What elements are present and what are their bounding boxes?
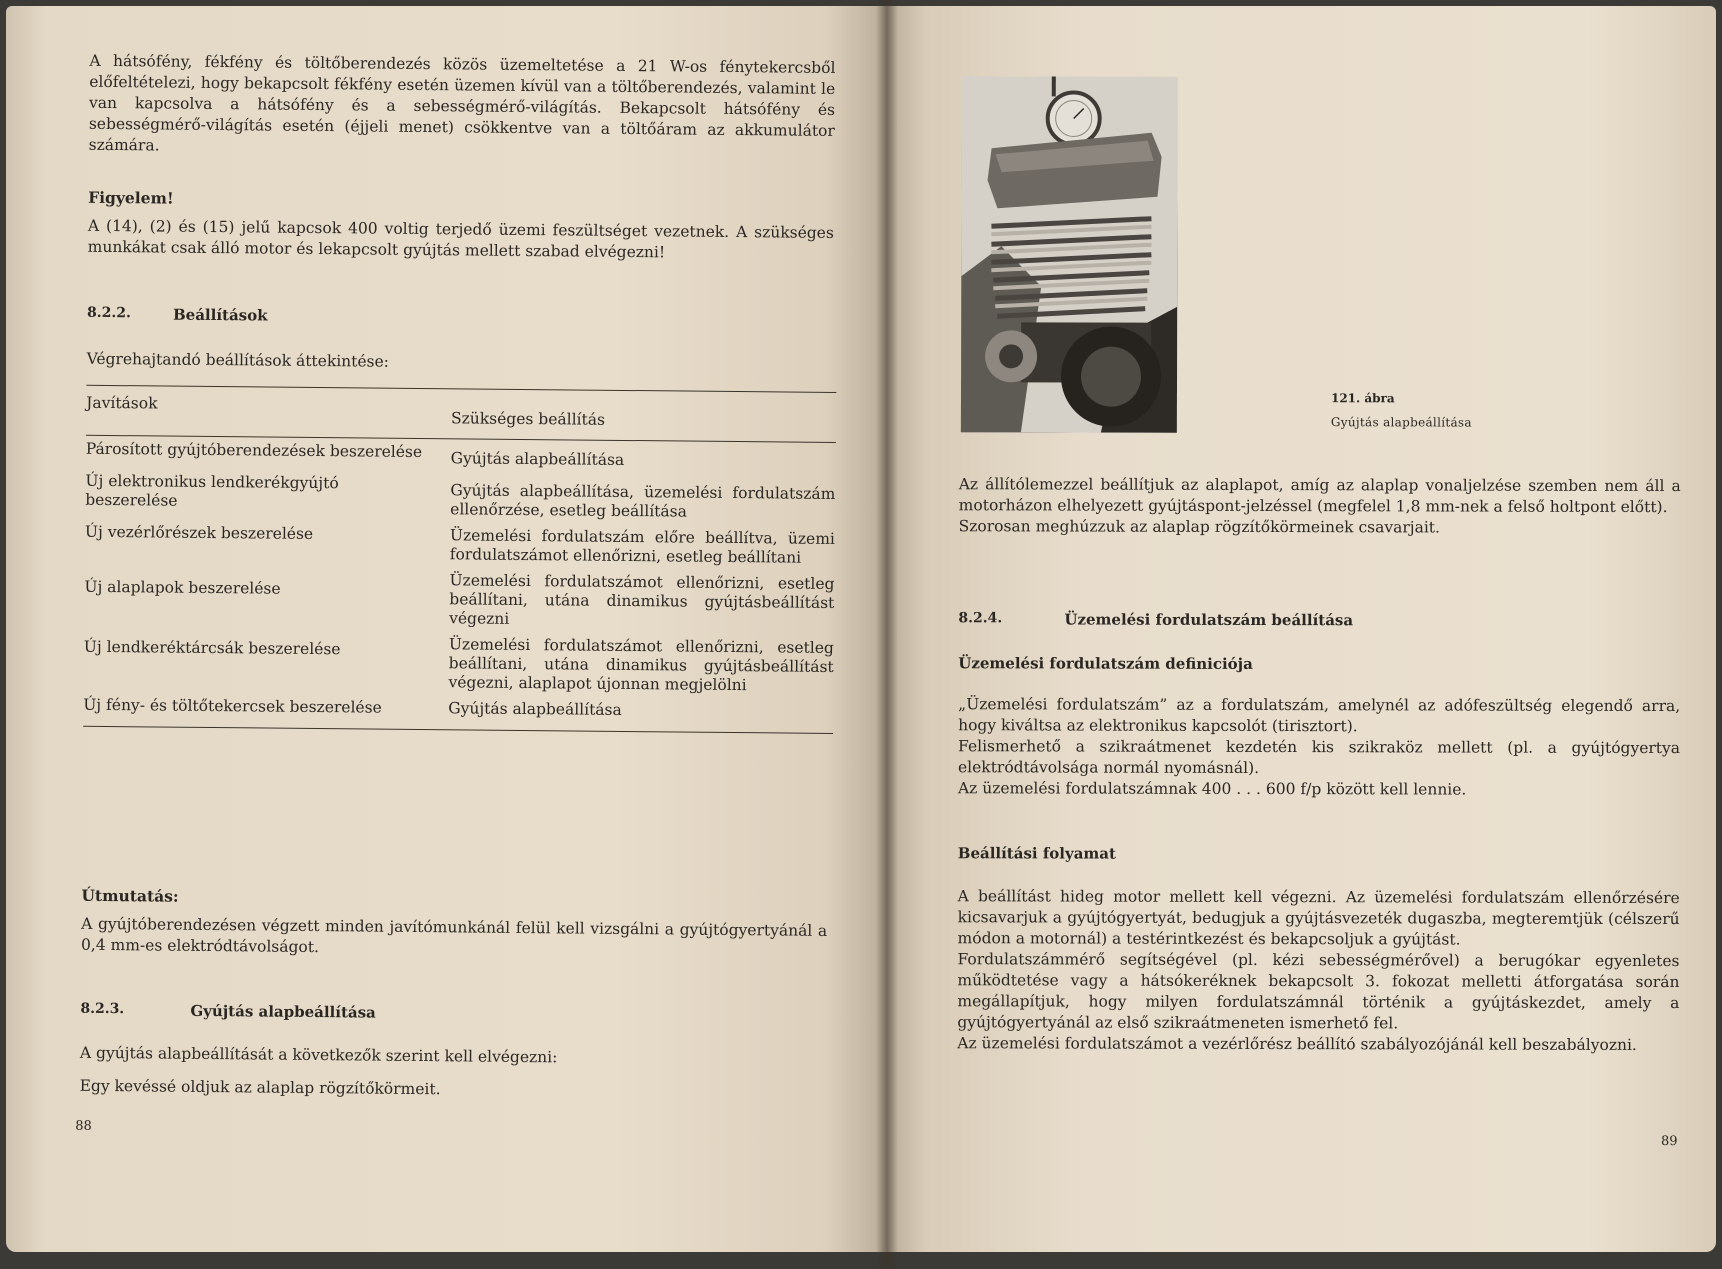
warning-heading: Figyelem! xyxy=(88,187,174,208)
left-page xyxy=(6,6,886,1252)
table-cell: Gyújtás alapbeállítása xyxy=(448,699,622,719)
settings-table xyxy=(83,386,836,725)
table-header-repairs: Javítások xyxy=(86,393,158,413)
definition-heading: Üzemelési fordulatszám definiciója xyxy=(958,654,1253,673)
engine-illustration xyxy=(961,76,1178,433)
table-row xyxy=(84,564,835,635)
procedure-p3: Az üzemelési fordulatszámot a vezérlőrész beállító szabályozójánál kell beszabályozni. xyxy=(957,1034,1637,1054)
section-823-number: 8.2.3. xyxy=(80,1000,125,1018)
figure-caption: Gyújtás alapbeállítása xyxy=(1330,415,1472,430)
warning-text: A (14), (2) és (15) jelű kapcsok 400 voltig terjedő üzemi feszültséget vezetnek. A szükséges munkákat csak álló motor és lekapcsolt gyújtás mellett szabad elvégezni! xyxy=(87,216,834,262)
definition-line3: Az üzemelési fordulatszámnak 400 . . . 600 f/p között kell lennie. xyxy=(957,779,1467,799)
section-822-title: Beállítások xyxy=(172,305,268,325)
overview-text: Végrehajtandó beállítások áttekintése: xyxy=(86,349,390,371)
guidance-block xyxy=(81,885,828,963)
table-cell: Új fény- és töltőtekercsek beszerelése xyxy=(83,695,382,717)
right-page xyxy=(886,6,1716,1252)
table-cell: Üzemelési fordulatszámot ellenőrizni, esetleg beállítani, utána dinamikus gyújtásbeállítást végezni xyxy=(449,571,835,628)
guidance-text: A gyújtóberendezésen végzett minden javítómunkánál felül kell vizsgálni a gyújtógyertyánál a 0,4 mm-es elektródtávolságot. xyxy=(80,914,828,957)
table-header-row xyxy=(86,386,836,442)
table-cell: Új vezérlőrészek beszerelése xyxy=(84,522,314,543)
section-822-number: 8.2.2. xyxy=(86,304,131,322)
book-gutter xyxy=(876,0,898,1269)
table-cell: Új elektronikus lendkerékgyújtó beszerelése xyxy=(85,471,339,510)
page-number-right: 89 xyxy=(1661,1134,1678,1150)
table-cell: Párosított gyújtóberendezések beszerelése xyxy=(85,439,423,462)
table-cell: Üzemelési fordulatszámot ellenőrizni, esetleg beállítani, utána dinamikus gyújtásbeállítást végezni, alaplapot újonnan megjelölni xyxy=(448,635,834,695)
table-row xyxy=(85,468,835,526)
section-823-line1: A gyújtás alapbeállítását a következők szerint kell elvégezni: xyxy=(79,1043,558,1067)
guidance-heading: Útmutatás: xyxy=(81,885,179,906)
intro-text: A hátsófény, fékfény és töltőberendezés közös üzemeltetése a 21 W-os fénytekercsből előfeltételezi, hogy bekapcsolt fékfény esetén üzemen kívül van a töltőberendezés, valamint le van kapcsolva a hátsófény és a sebességmérő-világítás. Bekapcsolt hátsófény és sebességmérő-világítás esetén (éjjeli menet) csökkentve van a töltőáram az akkumulátor számára. xyxy=(88,51,836,155)
table-bottom-rule xyxy=(83,726,833,734)
section-824-number: 8.2.4. xyxy=(958,610,1003,627)
page-number-left: 88 xyxy=(75,1118,92,1134)
para2-text: Szorosan meghúzzuk az alaplap rögzítőkörmeinek csavarjait. xyxy=(958,517,1440,537)
table-header-required: Szükséges beállítás xyxy=(450,409,606,429)
section-823-line2: Egy kevéssé oldjuk az alaplap rögzítőkörmeit. xyxy=(79,1076,441,1099)
section-823-title: Gyújtás alapbeállítása xyxy=(190,1001,376,1022)
adjustment-paragraph xyxy=(959,474,1681,539)
definition-line2: Felismerhető a szikraátmenet kezdetén kis szikraköz mellett (pl. a gyújtógyertya elektródtávolsága normál nyomásnál). xyxy=(957,737,1681,777)
para1-text: Az állítólemezzel beállítjuk az alaplapot, amíg az alaplap vonaljelzése szemben nem áll a motorházon elhelyezett gyújtáspont-jelzéssel (megfelel 1,8 mm-nek a felső holtpont előtt). xyxy=(958,475,1681,517)
table-cell: Üzemelési fordulatszám előre beállítva, üzemi fordulatszámot ellenőrizni, esetleg beállítani xyxy=(449,526,836,567)
procedure-heading: Beállítási folyamat xyxy=(957,844,1116,863)
warning-block xyxy=(88,187,835,265)
overview-line xyxy=(87,349,833,377)
definition-line1: „Üzemelési fordulatszám” az a fordulatszám, amelynél az adófeszültség elegendő arra, hogy kiváltsa az elektronikus kapcsolót (tirisztort). xyxy=(958,695,1681,736)
figure-number: 121. ábra xyxy=(1330,391,1395,406)
procedure-p2: Fordulatszámmérő segítségével (pl. kézi sebességmérővel) a berugókar egyenletes működtetése vagy a hátsókeréknek bekapcsolt 3. fokozat melletti átforgatása során megállapítjuk, hogy milyen fordulatszámnál történik a gyújtáskezdet, amely a gyújtógyertyánál az első szikraátmeneten ismerhető fel. xyxy=(957,950,1680,1033)
procedure-p1: A beállítást hideg motor mellett kell végezni. Az üzemelési fordulatszám ellenőrzésére kicsavarjuk a gyújtógyertyát, bedugjuk a gyújtásvezeték dugaszba, megteremtjük (célszerű módon a motornál) a testérintkezést és bekapcsoljuk a gyújtást. xyxy=(957,887,1680,949)
engine-photo xyxy=(961,76,1178,433)
table-cell: Gyújtás alapbeállítása, üzemelési fordulatszám ellenőrzése, esetleg beállítása xyxy=(450,481,836,521)
section-824-title: Üzemelési fordulatszám beállítása xyxy=(1064,610,1354,630)
table-cell: Új lendkeréktárcsák beszerelése xyxy=(83,637,341,659)
table-cell: Új alaplapok beszerelése xyxy=(84,577,281,598)
table-row xyxy=(83,628,834,699)
intro-paragraph xyxy=(89,51,836,163)
procedure-block xyxy=(957,886,1679,1056)
definition-block xyxy=(958,694,1680,801)
settings-table-wrap xyxy=(83,385,836,734)
table-row xyxy=(85,519,835,571)
section-823-body xyxy=(80,1043,826,1104)
table-cell: Gyújtás alapbeállítása xyxy=(450,449,625,469)
